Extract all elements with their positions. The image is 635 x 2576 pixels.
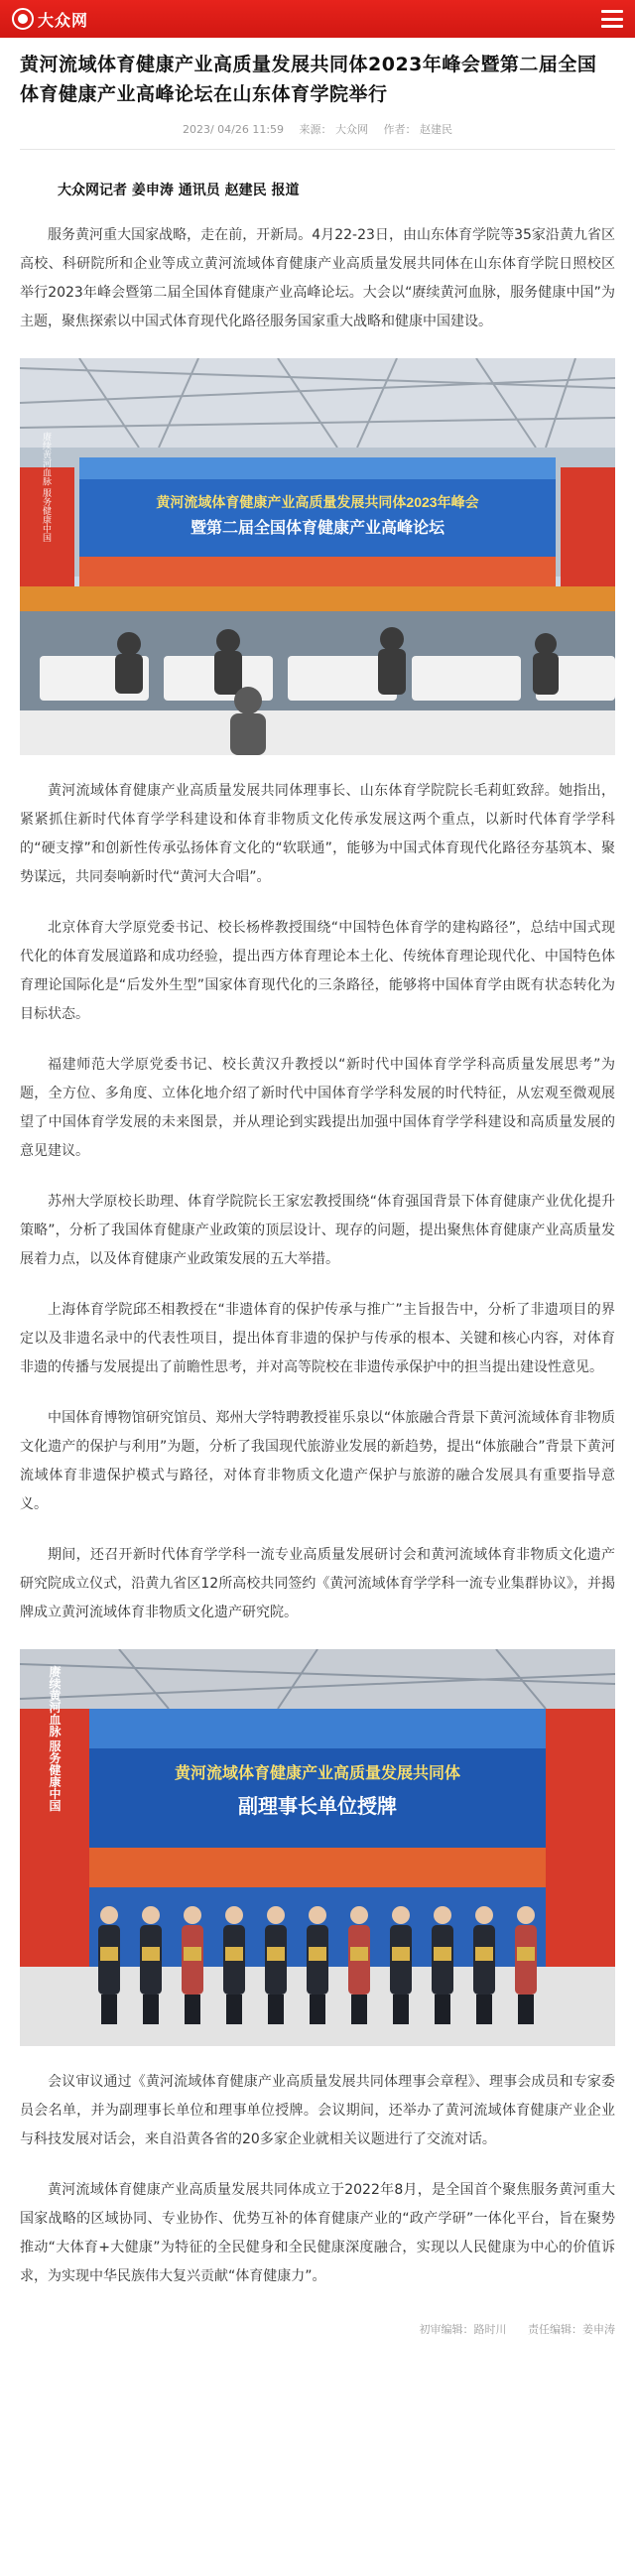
paragraph: 中国体育博物馆研究馆员、郑州大学特聘教授崔乐泉以“体旅融合背景下黄河流域体育非物质文化遗产的保护与利用”为题，分析了我国现代旅游业发展的新趋势，提出“体旅融合”背景下黄河流域体育非遗保护模式与路径，对体育非物质文化遗产保护与旅游的融合发展具有重要指导意义。 [20,1410,615,1512]
recipient-head [392,1906,410,1924]
paragraph: 上海体育学院邱丕相教授在“非遗体育的保护传承与推广”主旨报告中，分析了非遗项目的界定以及非遗名录中的代表性项目，提出体育非遗的保护与传承的根本、关键和核心内容，对体育非遗的传播与发展提出了前瞻性思考，并对高等院校在非遗传承保护中的担当提出建设性意见。 [20,1302,615,1375]
award-plaque [100,1947,118,1961]
article-title: 黄河流域体育健康产业高质量发展共同体2023年峰会暨第二届全国体育健康产业高峰论坛在山东体育学院举行 [20,54,597,105]
photo-conference-hall-drawing [20,358,615,755]
paragraph: 会议审议通过《黄河流域体育健康产业高质量发展共同体理事会章程》、理事会成员和专家委员会名单，并为副理事长单位和理事单位授牌。会议期间，还举办了黄河流域体育健康产业企业与科技发展对话会，来自沿黄各省的20多家企业就相关议题进行了交流对话。 [20,2074,615,2147]
article-photo-award-ceremony [20,1649,615,2046]
photo1-side-text: 赓续黄河血脉 服务健康中国 [42,432,52,543]
recipient-legs [476,1995,492,2024]
responsible-editor: 责任编辑：姜申涛 [528,2323,615,2336]
recipient-legs [351,1995,367,2024]
recipient-head [350,1906,368,1924]
publish-date: 2023/ 04/26 11:59 [182,123,285,136]
article-source: 来源： 大众网 [299,123,369,136]
recipient-head [309,1906,326,1924]
meta-divider [20,149,615,150]
recipient-head [184,1906,201,1924]
award-plaque [184,1947,201,1961]
paragraph: 黄河流域体育健康产业高质量发展共同体成立于2022年8月，是全国首个聚焦服务黄河重大国家战略的区域协同、专业协作、优势互补的体育健康产业的“政产学研”一体化平台，旨在聚势推动“大体育+大健康”为特征的全民健身和全民健康深度融合，实现以人民健康为中心的价值诉求，为实现中华民族伟大复兴贡献“体育健康力”。 [20,2182,615,2284]
award-plaque [142,1947,160,1961]
photo2-side-text: 赓续黄河血脉 服务健康中国 [48,1665,62,1812]
recipient-legs [185,1995,200,2024]
paragraph: 期间，还召开新时代体育学学科一流专业高质量发展研讨会和黄河流域体育非物质文化遗产研究院成立仪式，沿黄九省区12所高校共同签约《黄河流域体育学学科一流专业集群协议》，并揭牌成立黄河流域体育非物质文化遗产研究院。 [20,1547,615,1620]
recipient-head [225,1906,243,1924]
recipient-legs [518,1995,534,2024]
logo-text: 大众网 [38,10,89,30]
photo2-banner-line-2: 副理事长单位授牌 [238,1796,397,1818]
recipient-head [434,1906,451,1924]
recipient-head [142,1906,160,1924]
recipient-legs [268,1995,284,2024]
recipient-legs [435,1995,450,2024]
photo-award-ceremony-drawing [20,1649,615,2046]
award-plaque [475,1947,493,1961]
article-footer [20,2321,615,2337]
first-editor: 初审编辑：路时川 [419,2323,507,2336]
article-byline: 大众网记者 姜申涛 通讯员 赵建民 报道 [58,183,300,198]
recipient-legs [393,1995,409,2024]
logo-icon [12,8,34,30]
award-plaque [225,1947,243,1961]
paragraph: 北京体育大学原党委书记、校长杨桦教授围绕“中国特色体育学的建构路径”，总结中国式现代化的体育发展道路和成功经验，提出西方体育理论本土化、传统体育理论现代化、中国特色体育理论国际化是“后发外生型”国家体育现代化的三条路径，能够将中国体育学由既有状态转化为目标状态。 [20,920,615,1022]
photo1-banner-line-2: 暨第二届全国体育健康产业高峰论坛 [190,520,445,537]
recipient-head [267,1906,285,1924]
menu-icon[interactable] [601,10,623,28]
award-plaque [309,1947,326,1961]
article-author: 作者： 赵建民 [383,123,453,136]
paragraph: 福建师范大学原党委书记、校长黄汉升教授以“新时代中国体育学学科高质量发展思考”为题，全方位、多角度、立体化地介绍了新时代中国体育学学科发展的时代特征，从宏观至微观展望了中国体育学发展的未来图景，并从理论到实践提出加强中国体育学学科建设和高质量发展的意见建议。 [20,1057,615,1159]
article [0,50,635,2337]
recipient-legs [310,1995,325,2024]
photo2-banner-line-1: 黄河流域体育健康产业高质量发展共同体 [174,1765,461,1782]
award-plaque [350,1947,368,1961]
site-logo[interactable] [12,8,88,31]
paragraph: 苏州大学原校长助理、体育学院院长王家宏教授围绕“体育强国背景下体育健康产业优化提升策略”，分析了我国体育健康产业政策的顶层设计、现存的问题，提出聚焦体育健康产业高质量发展着力点，以及体育健康产业政策发展的五大举措。 [20,1194,615,1267]
recipient-legs [226,1995,242,2024]
award-plaque [392,1947,410,1961]
award-plaque [267,1947,285,1961]
paragraph: 服务黄河重大国家战略，走在前，开新局。4月22-23日，由山东体育学院等35家沿黄九省区高校、科研院所和企业等成立黄河流域体育健康产业高质量发展共同体在山东体育学院日照校区举行2023年峰会暨第二届全国体育健康产业高峰论坛。大会以“赓续黄河血脉，服务健康中国”为主题，聚焦探索以中国式体育现代化路径服务国家重大战略和健康中国建设。 [20,227,615,329]
recipient-legs [143,1995,159,2024]
recipient-head [475,1906,493,1924]
recipient-head [100,1906,118,1924]
award-plaque [434,1947,451,1961]
award-plaque [517,1947,535,1961]
article-photo-conference-hall [20,358,615,755]
paragraph: 黄河流域体育健康产业高质量发展共同体理事长、山东体育学院院长毛莉虹致辞。她指出，紧紧抓住新时代体育学学科建设和体育非物质文化传承发展这两个重点，以新时代体育学学科的“硬支撑”和创新性传承弘扬体育文化的“软联通”，能够为中国式体育现代化路径夯基筑本、聚势谋远，共同奏响新时代“黄河大合唱”。 [20,783,615,885]
recipient-head [517,1906,535,1924]
top-navigation-bar [0,0,635,38]
article-meta [20,121,615,137]
recipient-legs [101,1995,117,2024]
photo1-banner-line-1: 黄河流域体育健康产业高质量发展共同体2023年峰会 [156,494,479,510]
